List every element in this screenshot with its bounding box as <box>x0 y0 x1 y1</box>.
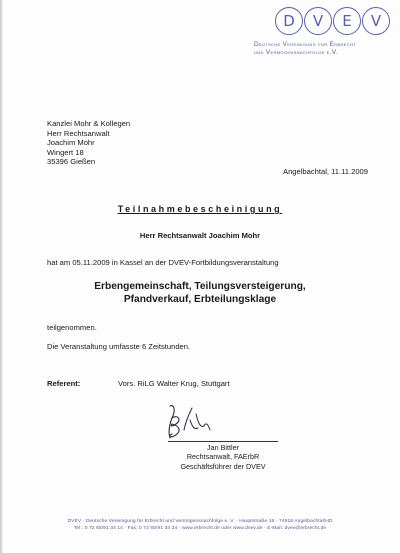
duration-text: Die Veranstaltung umfasste 6 Zeitstunden. <box>47 342 191 351</box>
address-line-street: Wingert 18 <box>47 147 84 157</box>
logo-letter-v: V <box>304 7 332 35</box>
logo-circles <box>254 7 390 35</box>
event-topic-line-2: Pfandverkauf, Erbteilungsklage <box>123 293 277 305</box>
signature-line <box>168 441 278 442</box>
referent-value: Vors. RiLG Walter Krug, Stuttgart <box>118 379 230 388</box>
event-topic <box>0 281 400 307</box>
certificate-title: Teilnahmebescheinigung <box>117 204 283 214</box>
logo-org-name-1: Deutsche Vereinigung für Erbrecht <box>254 41 357 48</box>
footer-line-contact: Tel.: 0 72 65/91 34 14 · Fax: 0 72 65/91 34 34 · www.erbrecht.de oder www.dvev.de · E-Mail: dvev@erbrecht.de <box>73 526 327 532</box>
logo-letter-v2: V <box>362 7 390 35</box>
honoree-name: Herr Rechtsanwalt Joachim Mohr <box>139 231 261 240</box>
event-topic-line-1: Erbengemeinschaft, Teilungsversteigerung, <box>94 281 306 292</box>
logo-org-name-2: und Vermögensnachfolge e.V. <box>254 48 339 56</box>
referent-label: Referent: <box>47 379 81 388</box>
signer-name: Jan Bittler <box>207 443 239 452</box>
logo-letter-d: D <box>275 7 303 35</box>
dvev-logo <box>254 7 390 79</box>
handwritten-signature <box>150 400 230 442</box>
address-line-name: Joachim Mohr <box>47 138 95 148</box>
logo-letter-e: E <box>333 7 361 35</box>
letter-date: Angelbachtal, 11.11.2009 <box>283 167 369 176</box>
recipient-address <box>47 119 130 167</box>
intro-text: hat am 05.11.2009 in Kassel an der DVEV-Fortbildungsveranstaltung <box>47 258 279 267</box>
signer-block <box>168 443 278 471</box>
footer-line-address: DVEV · Deutsche Vereinigung für Erbrecht und Vermögensnachfolge e. V. · Hauptstraße 18 · 74918 Angelbachtal/HD <box>67 519 333 524</box>
signer-title: Rechtsanwalt, FAErbR <box>186 452 260 462</box>
address-line-salutation: Herr Rechtsanwalt <box>47 128 110 138</box>
letterhead-footer <box>0 518 400 533</box>
participation-text: teilgenommen. <box>47 323 97 332</box>
address-line-city: 35396 Gießen <box>47 157 96 167</box>
address-line-firm: Kanzlei Mohr & Kollegen <box>47 119 131 128</box>
signer-role: Geschäftsführer der DVEV <box>180 461 266 471</box>
